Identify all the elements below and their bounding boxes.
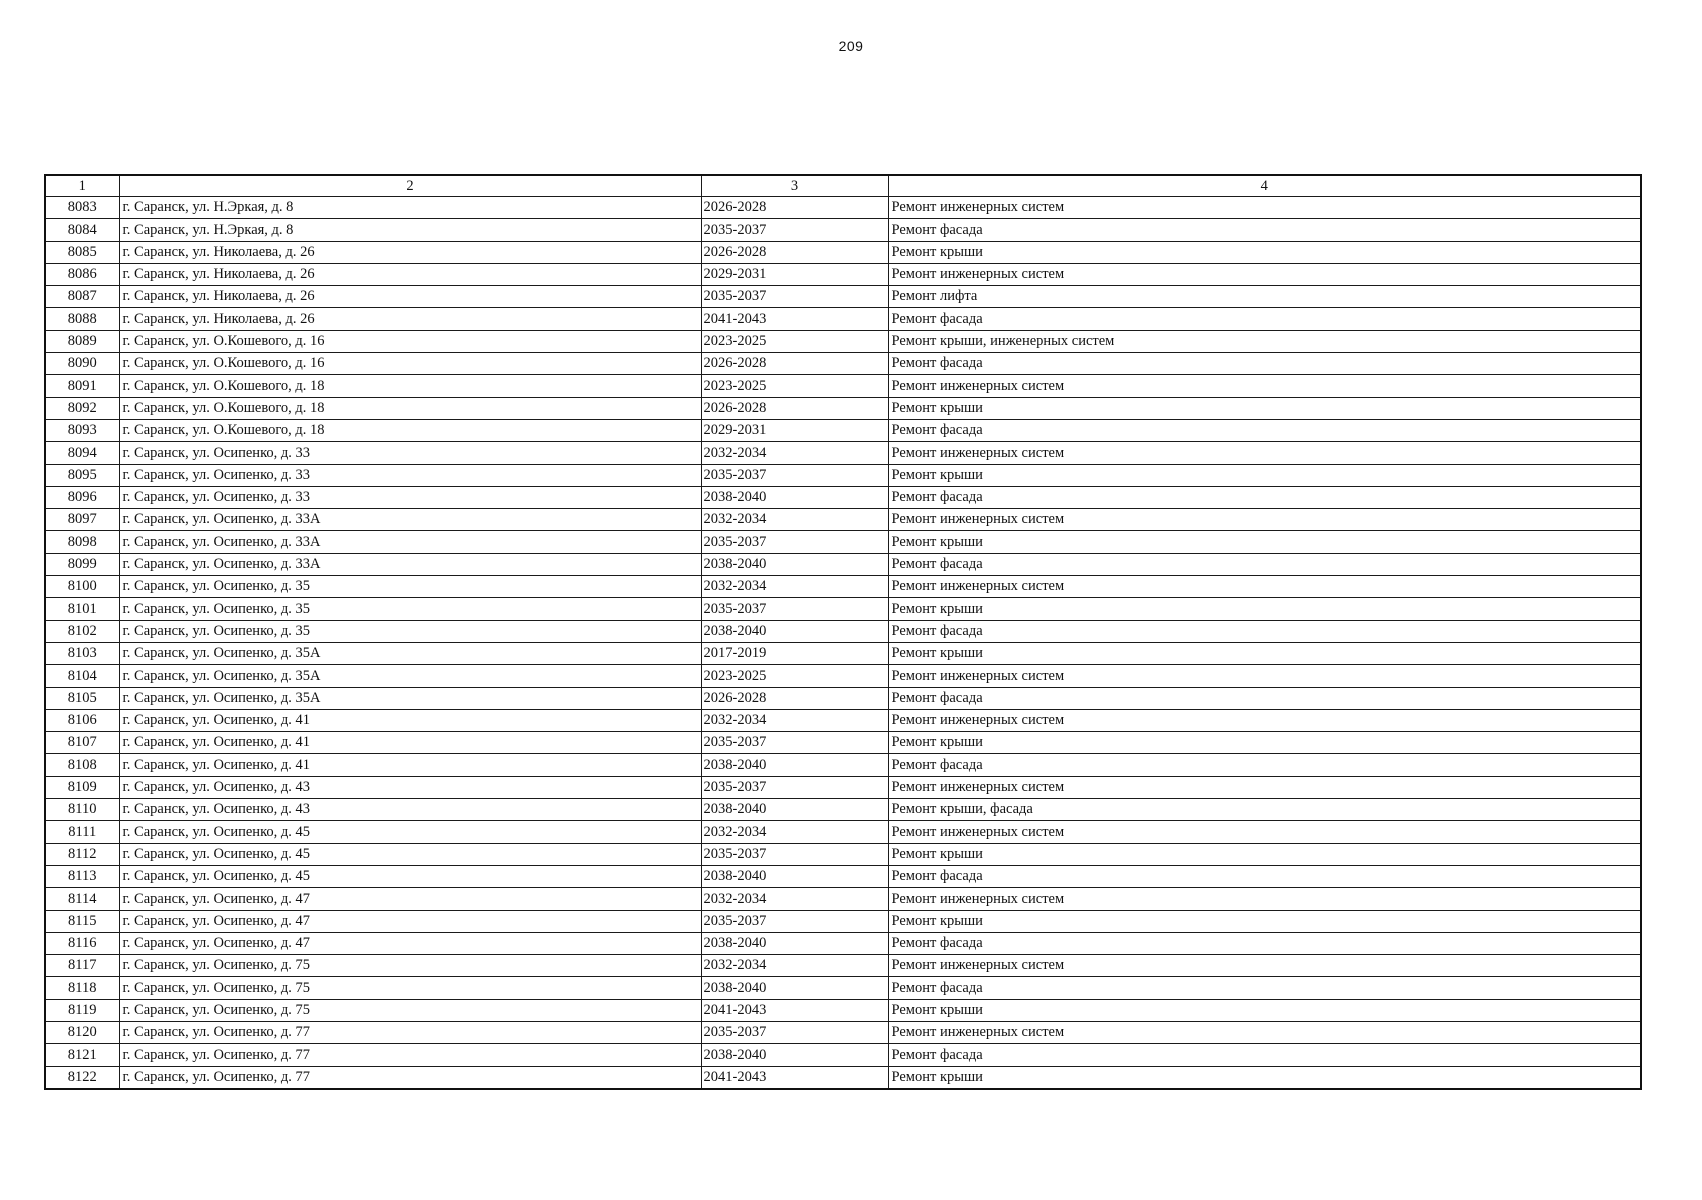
table-row [45,620,1641,642]
address-cell: г. Саранск, ул. Осипенко, д. 45 [119,821,701,843]
period-cell: 2038-2040 [701,754,888,776]
row-number-cell: 8083 [45,197,119,219]
table-row [45,955,1641,977]
address-cell: г. Саранск, ул. Осипенко, д. 33А [119,509,701,531]
period-cell: 2035-2037 [701,776,888,798]
work-type-cell: Ремонт крыши [888,642,1641,664]
work-type-cell: Ремонт инженерных систем [888,709,1641,731]
address-cell: г. Саранск, ул. О.Кошевого, д. 18 [119,397,701,419]
address-cell: г. Саранск, ул. Осипенко, д. 45 [119,843,701,865]
row-number-cell: 8114 [45,888,119,910]
repair-schedule-table [44,174,1642,1090]
table-row [45,598,1641,620]
row-number-cell: 8120 [45,1021,119,1043]
work-type-cell: Ремонт инженерных систем [888,776,1641,798]
work-type-cell: Ремонт крыши [888,531,1641,553]
address-cell: г. Саранск, ул. Н.Эркая, д. 8 [119,197,701,219]
table-row [45,888,1641,910]
work-type-cell: Ремонт инженерных систем [888,442,1641,464]
address-cell: г. Саранск, ул. Осипенко, д. 33А [119,553,701,575]
period-cell: 2041-2043 [701,1066,888,1089]
period-cell: 2035-2037 [701,286,888,308]
table-row [45,553,1641,575]
address-cell: г. Саранск, ул. О.Кошевого, д. 16 [119,330,701,352]
period-cell: 2035-2037 [701,910,888,932]
address-cell: г. Саранск, ул. Осипенко, д. 35А [119,642,701,664]
work-type-cell: Ремонт крыши [888,464,1641,486]
table-row [45,865,1641,887]
period-cell: 2029-2031 [701,263,888,285]
period-cell: 2029-2031 [701,419,888,441]
table-row [45,732,1641,754]
work-type-cell: Ремонт инженерных систем [888,263,1641,285]
work-type-cell: Ремонт фасада [888,486,1641,508]
row-number-cell: 8116 [45,932,119,954]
address-cell: г. Саранск, ул. Осипенко, д. 75 [119,977,701,999]
period-cell: 2038-2040 [701,799,888,821]
column-header-2: 2 [119,175,701,197]
table-row [45,397,1641,419]
work-type-cell: Ремонт крыши [888,241,1641,263]
address-cell: г. Саранск, ул. Осипенко, д. 33 [119,486,701,508]
address-cell: г. Саранск, ул. Осипенко, д. 45 [119,865,701,887]
address-cell: г. Саранск, ул. Николаева, д. 26 [119,263,701,285]
row-number-cell: 8108 [45,754,119,776]
table-row [45,1044,1641,1066]
period-cell: 2038-2040 [701,486,888,508]
column-header-1: 1 [45,175,119,197]
row-number-cell: 8086 [45,263,119,285]
period-cell: 2038-2040 [701,1044,888,1066]
row-number-cell: 8119 [45,999,119,1021]
work-type-cell: Ремонт фасада [888,553,1641,575]
row-number-cell: 8106 [45,709,119,731]
address-cell: г. Саранск, ул. Осипенко, д. 77 [119,1044,701,1066]
period-cell: 2035-2037 [701,1021,888,1043]
table-row [45,576,1641,598]
period-cell: 2023-2025 [701,330,888,352]
address-cell: г. Саранск, ул. Осипенко, д. 77 [119,1066,701,1089]
period-cell: 2026-2028 [701,397,888,419]
address-cell: г. Саранск, ул. Н.Эркая, д. 8 [119,219,701,241]
table-row [45,821,1641,843]
period-cell: 2026-2028 [701,241,888,263]
column-header-4: 4 [888,175,1641,197]
row-number-cell: 8112 [45,843,119,865]
page-number: 209 [838,38,864,54]
table-row [45,442,1641,464]
row-number-cell: 8084 [45,219,119,241]
address-cell: г. Саранск, ул. Николаева, д. 26 [119,286,701,308]
work-type-cell: Ремонт инженерных систем [888,509,1641,531]
address-cell: г. Саранск, ул. Осипенко, д. 33А [119,531,701,553]
period-cell: 2026-2028 [701,197,888,219]
address-cell: г. Саранск, ул. Осипенко, д. 33 [119,442,701,464]
period-cell: 2035-2037 [701,464,888,486]
period-cell: 2035-2037 [701,732,888,754]
work-type-cell: Ремонт инженерных систем [888,665,1641,687]
work-type-cell: Ремонт фасада [888,754,1641,776]
column-header-3: 3 [701,175,888,197]
work-type-cell: Ремонт инженерных систем [888,888,1641,910]
row-number-cell: 8122 [45,1066,119,1089]
address-cell: г. Саранск, ул. Осипенко, д. 43 [119,776,701,798]
table-row [45,464,1641,486]
row-number-cell: 8105 [45,687,119,709]
table-row [45,486,1641,508]
row-number-cell: 8115 [45,910,119,932]
address-cell: г. Саранск, ул. О.Кошевого, д. 16 [119,353,701,375]
work-type-cell: Ремонт фасада [888,308,1641,330]
row-number-cell: 8092 [45,397,119,419]
table-row [45,1066,1641,1089]
row-number-cell: 8098 [45,531,119,553]
period-cell: 2038-2040 [701,932,888,954]
period-cell: 2041-2043 [701,308,888,330]
period-cell: 2032-2034 [701,442,888,464]
table-row [45,419,1641,441]
period-cell: 2041-2043 [701,999,888,1021]
work-type-cell: Ремонт инженерных систем [888,375,1641,397]
work-type-cell: Ремонт инженерных систем [888,955,1641,977]
period-cell: 2032-2034 [701,576,888,598]
row-number-cell: 8089 [45,330,119,352]
work-type-cell: Ремонт фасада [888,687,1641,709]
work-type-cell: Ремонт фасада [888,353,1641,375]
row-number-cell: 8088 [45,308,119,330]
row-number-cell: 8109 [45,776,119,798]
table-row [45,932,1641,954]
address-cell: г. Саранск, ул. Осипенко, д. 35А [119,687,701,709]
table-row [45,219,1641,241]
table-row [45,843,1641,865]
period-cell: 2026-2028 [701,353,888,375]
row-number-cell: 8085 [45,241,119,263]
work-type-cell: Ремонт инженерных систем [888,821,1641,843]
period-cell: 2035-2037 [701,219,888,241]
work-type-cell: Ремонт крыши [888,999,1641,1021]
period-cell: 2038-2040 [701,620,888,642]
table-row [45,375,1641,397]
work-type-cell: Ремонт крыши [888,910,1641,932]
row-number-cell: 8101 [45,598,119,620]
table-row [45,330,1641,352]
work-type-cell: Ремонт фасада [888,977,1641,999]
address-cell: г. Саранск, ул. Осипенко, д. 35 [119,598,701,620]
table-row [45,1021,1641,1043]
table-header [45,175,1641,197]
row-number-cell: 8104 [45,665,119,687]
row-number-cell: 8094 [45,442,119,464]
period-cell: 2035-2037 [701,531,888,553]
row-number-cell: 8113 [45,865,119,887]
work-type-cell: Ремонт крыши [888,732,1641,754]
row-number-cell: 8096 [45,486,119,508]
row-number-cell: 8111 [45,821,119,843]
row-number-cell: 8099 [45,553,119,575]
table-row [45,999,1641,1021]
work-type-cell: Ремонт крыши [888,397,1641,419]
work-type-cell: Ремонт инженерных систем [888,197,1641,219]
row-number-cell: 8117 [45,955,119,977]
row-number-cell: 8102 [45,620,119,642]
work-type-cell: Ремонт фасада [888,419,1641,441]
work-type-cell: Ремонт фасада [888,1044,1641,1066]
row-number-cell: 8103 [45,642,119,664]
address-cell: г. Саранск, ул. Осипенко, д. 47 [119,888,701,910]
address-cell: г. Саранск, ул. Осипенко, д. 77 [119,1021,701,1043]
address-cell: г. Саранск, ул. О.Кошевого, д. 18 [119,419,701,441]
table-row [45,531,1641,553]
row-number-cell: 8090 [45,353,119,375]
row-number-cell: 8118 [45,977,119,999]
row-number-cell: 8110 [45,799,119,821]
address-cell: г. Саранск, ул. Осипенко, д. 75 [119,999,701,1021]
address-cell: г. Саранск, ул. Осипенко, д. 43 [119,799,701,821]
address-cell: г. Саранск, ул. Осипенко, д. 35 [119,576,701,598]
address-cell: г. Саранск, ул. Осипенко, д. 47 [119,932,701,954]
table-body [45,197,1641,1089]
period-cell: 2032-2034 [701,509,888,531]
work-type-cell: Ремонт фасада [888,865,1641,887]
table-row [45,776,1641,798]
row-number-cell: 8095 [45,464,119,486]
period-cell: 2035-2037 [701,598,888,620]
work-type-cell: Ремонт крыши [888,843,1641,865]
work-type-cell: Ремонт фасада [888,219,1641,241]
work-type-cell: Ремонт крыши, фасада [888,799,1641,821]
work-type-cell: Ремонт крыши [888,1066,1641,1089]
address-cell: г. Саранск, ул. Николаева, д. 26 [119,241,701,263]
table-row [45,665,1641,687]
address-cell: г. Саранск, ул. Николаева, д. 26 [119,308,701,330]
row-number-cell: 8087 [45,286,119,308]
work-type-cell: Ремонт крыши, инженерных систем [888,330,1641,352]
period-cell: 2038-2040 [701,865,888,887]
period-cell: 2038-2040 [701,977,888,999]
address-cell: г. Саранск, ул. Осипенко, д. 35А [119,665,701,687]
work-type-cell: Ремонт инженерных систем [888,1021,1641,1043]
work-type-cell: Ремонт крыши [888,598,1641,620]
table-row [45,977,1641,999]
row-number-cell: 8107 [45,732,119,754]
work-type-cell: Ремонт лифта [888,286,1641,308]
address-cell: г. Саранск, ул. О.Кошевого, д. 18 [119,375,701,397]
period-cell: 2032-2034 [701,888,888,910]
header-row [45,175,1641,197]
address-cell: г. Саранск, ул. Осипенко, д. 75 [119,955,701,977]
row-number-cell: 8121 [45,1044,119,1066]
address-cell: г. Саранск, ул. Осипенко, д. 41 [119,754,701,776]
table-row [45,286,1641,308]
address-cell: г. Саранск, ул. Осипенко, д. 41 [119,732,701,754]
row-number-cell: 8100 [45,576,119,598]
period-cell: 2023-2025 [701,375,888,397]
row-number-cell: 8097 [45,509,119,531]
table-row [45,709,1641,731]
period-cell: 2032-2034 [701,955,888,977]
period-cell: 2023-2025 [701,665,888,687]
table-row [45,308,1641,330]
work-type-cell: Ремонт фасада [888,620,1641,642]
period-cell: 2017-2019 [701,642,888,664]
table-row [45,263,1641,285]
table-row [45,241,1641,263]
table-row [45,197,1641,219]
period-cell: 2026-2028 [701,687,888,709]
period-cell: 2032-2034 [701,821,888,843]
table-row [45,509,1641,531]
table-row [45,910,1641,932]
period-cell: 2038-2040 [701,553,888,575]
work-type-cell: Ремонт инженерных систем [888,576,1641,598]
table-row [45,687,1641,709]
row-number-cell: 8093 [45,419,119,441]
address-cell: г. Саранск, ул. Осипенко, д. 33 [119,464,701,486]
period-cell: 2032-2034 [701,709,888,731]
table-row [45,642,1641,664]
table-row [45,754,1641,776]
work-type-cell: Ремонт фасада [888,932,1641,954]
table-row [45,799,1641,821]
table-row [45,353,1641,375]
period-cell: 2035-2037 [701,843,888,865]
address-cell: г. Саранск, ул. Осипенко, д. 41 [119,709,701,731]
address-cell: г. Саранск, ул. Осипенко, д. 47 [119,910,701,932]
address-cell: г. Саранск, ул. Осипенко, д. 35 [119,620,701,642]
row-number-cell: 8091 [45,375,119,397]
